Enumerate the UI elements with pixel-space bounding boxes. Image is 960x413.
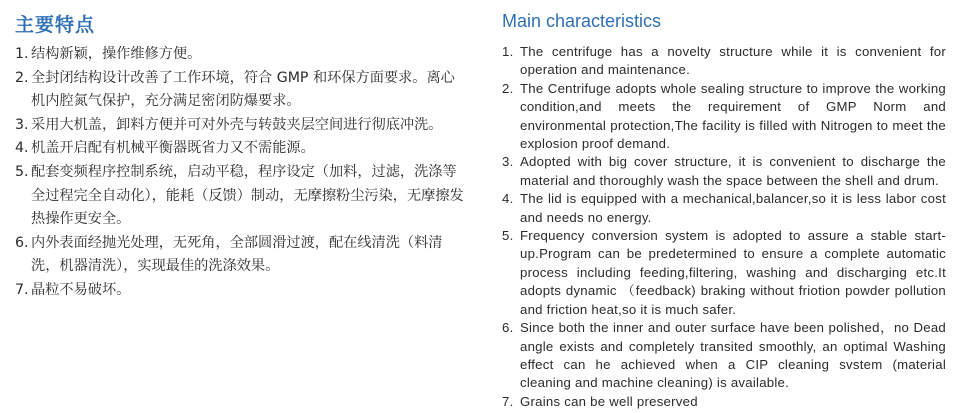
list-item xyxy=(502,153,946,190)
item-number: 3. xyxy=(502,154,514,170)
list-item xyxy=(15,137,465,161)
item-text: 全封闭结构设计改善了工作环境，符合 GMP 和环保方面要求。离心机内腔氮气保护，充分满足密闭防爆要求。 xyxy=(31,69,455,110)
item-number: 3. xyxy=(15,116,29,133)
item-text: 内外表面经抛光处理，无死角，全部圆滑过渡，配在线清洗（料清洗，机器清洗），实现最佳的洗涤效果。 xyxy=(31,234,443,275)
item-number: 6. xyxy=(502,320,514,336)
item-number: 5. xyxy=(502,228,514,244)
list-item xyxy=(15,232,465,279)
list-item xyxy=(15,43,465,67)
list-item xyxy=(15,67,465,114)
chinese-section-title: 主要特点 xyxy=(15,14,96,36)
list-item xyxy=(502,190,946,227)
item-text: Frequency conversion system is adopted to assure a stable start-up.Program can be predetermined to ensure a complete automatic process including feeding,filtering, washing and discharging etc.It adopts dynamic （feedback) braking without friotion powder pollution and friction heat,so it is much safer. xyxy=(520,228,946,317)
item-text: Adopted with big cover structure, it is convenient to discharge the material and thoroughly wash the space between the shell and drum. xyxy=(520,154,946,188)
item-number: 5. xyxy=(15,163,29,180)
list-item xyxy=(15,114,465,138)
item-number: 2. xyxy=(502,80,514,96)
item-text: 机盖开启配有机械平衡器既省力又不需能源。 xyxy=(31,140,315,157)
item-number: 4. xyxy=(502,191,514,207)
list-item xyxy=(502,227,946,319)
list-item xyxy=(502,393,946,411)
item-number: 6. xyxy=(15,234,29,251)
item-number: 2. xyxy=(15,69,29,86)
item-number: 1. xyxy=(502,44,514,59)
english-features-list xyxy=(502,43,946,411)
list-item xyxy=(502,319,946,393)
list-item xyxy=(15,161,465,232)
item-text: 结构新颖，操作维修方便。 xyxy=(31,46,202,62)
list-item xyxy=(502,43,946,80)
item-text: 配套变频程序控制系统，启动平稳，程序设定（加料，过滤，洗涤等全过程完全自动化），能耗（反馈）制动，无摩擦粉尘污染，无摩擦发热操作更安全。 xyxy=(31,163,464,228)
item-number: 1. xyxy=(15,46,29,62)
english-section-title: Main characteristics xyxy=(502,11,662,31)
list-item xyxy=(15,279,465,303)
item-text: 晶粒不易破坏。 xyxy=(31,281,131,298)
item-number: 7. xyxy=(502,393,514,409)
item-number: 7. xyxy=(15,281,29,298)
item-text: The lid is equipped with a mechanical,balancer,so it is less labor cost and needs no energy. xyxy=(520,191,946,225)
item-text: The Centrifuge adopts whole sealing structure to improve the working condition,and meets the requirement of GMP Norm and environmental protection,The facility is filled with Nitrogen to meet the explosion proof demand. xyxy=(520,80,946,152)
item-text: 采用大机盖，卸料方便并可对外壳与转鼓夹层空间进行彻底冲洗。 xyxy=(31,116,443,133)
item-text: The centrifuge has a novelty structure while it is convenient for operation and maintenance. xyxy=(520,44,946,78)
item-text: Since both the inner and outer surface have been polished，no Dead angle exists and completely transited smoothly, an optimal Washing effect can he achieved when a CIP cleaning svstem (material cleaning and machine cleaning) is available. xyxy=(520,320,946,391)
list-item xyxy=(502,80,946,154)
chinese-features-list xyxy=(15,43,465,303)
item-text: Grains can be well preserved xyxy=(520,393,698,409)
item-number: 4. xyxy=(15,140,29,157)
